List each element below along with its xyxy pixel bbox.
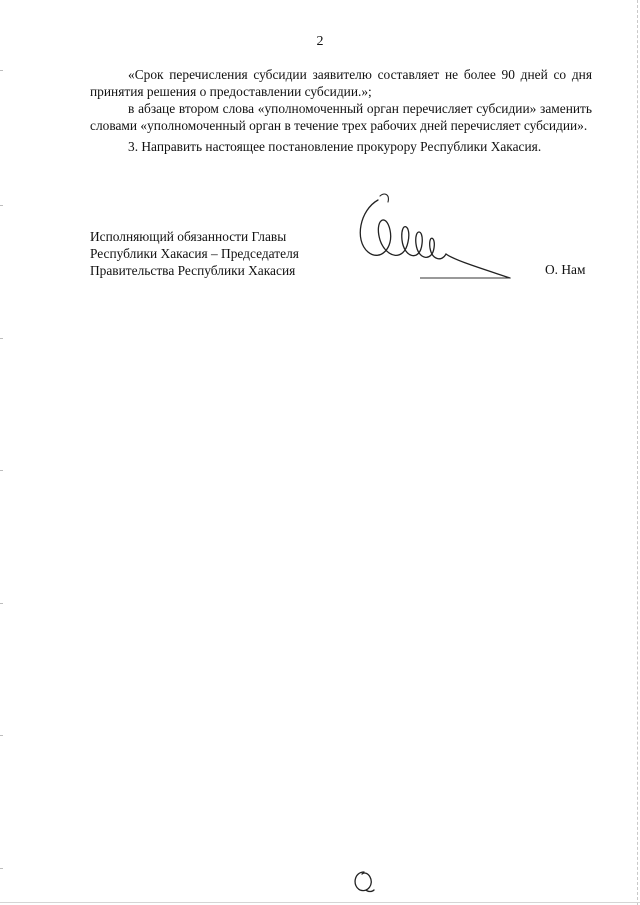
handwritten-signature	[350, 190, 520, 290]
paragraph-amendment: в абзаце втором слова «уполномоченный орган перечисляет субсидии» заменить словами «уполномоченный орган в течение трех рабочих дней перечисляет субсидии».	[90, 101, 592, 133]
signatory-title-line: Правительства Республики Хакасия	[90, 263, 296, 278]
document-body	[90, 66, 592, 155]
scan-bottom-edge	[0, 902, 640, 903]
signer-name: О. Нам	[545, 262, 586, 277]
paragraph-subsidy-term: «Срок перечисления субсидии заявителю составляет не более 90 дней со дня принятия решения о предоставлении субсидии.»;	[90, 67, 592, 99]
signatory-title-line: Исполняющий обязанности Главы	[90, 229, 287, 244]
handwritten-initial-mark	[348, 866, 378, 896]
scan-edge-line	[636, 0, 638, 905]
scan-edge-marks	[0, 0, 3, 905]
signatory-title-line: Республики Хакасия – Председателя	[90, 246, 299, 261]
signatory-title	[90, 228, 299, 279]
page-number: 2	[316, 34, 324, 49]
paragraph-prosecutor: 3. Направить настоящее постановление прокурору Республики Хакасия.	[128, 139, 542, 154]
